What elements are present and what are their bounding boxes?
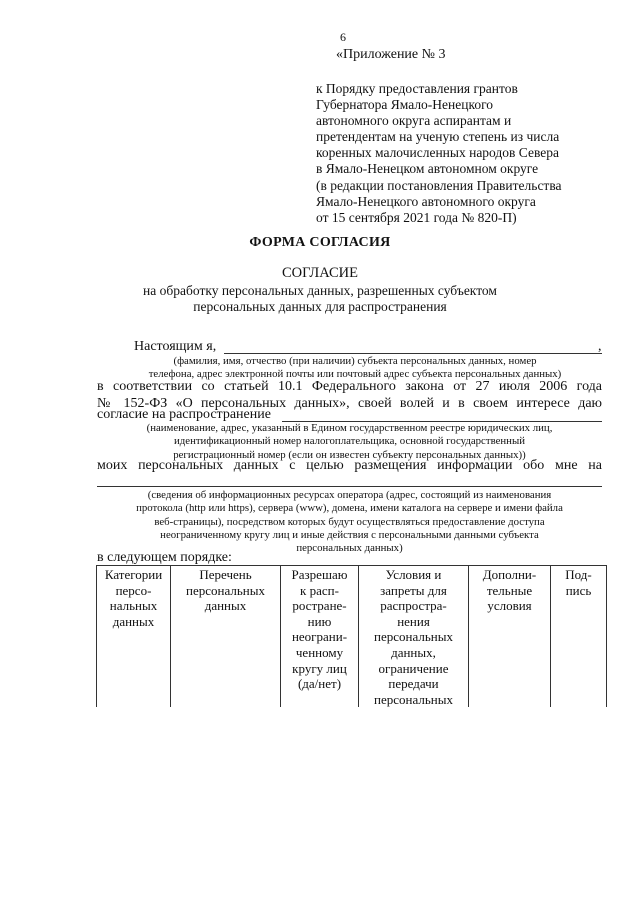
- note-line: неограниченному кругу лиц и иные действия с персональными данными субъекта: [160, 528, 539, 541]
- intro-text: Настоящим я,: [134, 339, 217, 354]
- note-line: регистрационный номер (если он известен субъекту персональных данных)): [173, 448, 526, 461]
- appendix-line: от 15 сентября 2021 года № 820-П): [316, 209, 517, 225]
- header-permit: Разрешаю к расп- ростране- нию неограни- ченному кругу лиц (да/нет): [281, 566, 359, 708]
- law-line: № 152-ФЗ «О персональных данных», своей волей и в своем интересе даю: [97, 396, 602, 411]
- appendix-line: к Порядку предоставления грантов: [316, 81, 518, 96]
- note-line: персональных данных): [296, 542, 403, 555]
- appendix-title: «Приложение № 3: [336, 47, 446, 62]
- header-signature: Под- пись: [551, 566, 607, 708]
- note-line: идентификационный номер налогоплательщика, основной государственный: [174, 435, 525, 448]
- header-categories: Категории персо- нальных данных: [97, 566, 171, 708]
- header-additional: Дополни- тельные условия: [469, 566, 551, 708]
- consent-title: СОГЛАСИЕ: [281, 265, 359, 281]
- intro-comma: ,: [598, 339, 602, 354]
- resources-field[interactable]: [97, 486, 602, 487]
- appendix-line: автономного округа аспирантам и: [316, 113, 512, 129]
- note-line: (фамилия, имя, отчество (при наличии) субъекта персональных данных, номер: [173, 355, 537, 367]
- note-operator: [97, 422, 602, 462]
- appendix-line: (в редакции постановления Правительства: [316, 177, 562, 193]
- appendix-line: в Ямало-Ненецком автономном округе: [316, 161, 539, 177]
- law-line: в соответствии со статьей 10.1 Федерального закона от 27 июля 2006 года: [97, 379, 602, 394]
- full-name-field[interactable]: [224, 353, 602, 354]
- appendix-line: Губернатора Ямало-Ненецкого: [316, 97, 494, 113]
- consent-subtitle-line: персональных данных для распространения: [193, 299, 447, 314]
- header-conditions: Условия и запреты для распростра- нения персональных данных, ограничение передачи персональных: [359, 566, 469, 708]
- purpose-line: моих персональных данных с целью размещения информации обо мне на: [97, 458, 602, 473]
- categories-table: [96, 565, 607, 707]
- consent-subtitle-line: на обработку персональных данных, разрешенных субъектом: [143, 283, 497, 298]
- note-line: протокола (http или https), сервера (www), домена, имени каталога на сервере и имени файла: [136, 502, 563, 515]
- header-list: Перечень персональных данных: [171, 566, 281, 708]
- consent-subtitle: [0, 283, 640, 315]
- note-subject: [120, 355, 590, 382]
- note-line: (сведения об информационных ресурсах оператора (адрес, состоящий из наименования: [147, 489, 552, 501]
- consent-to-text: согласие на распространение: [97, 407, 271, 422]
- note-line: (наименование, адрес, указанный в Едином государственном реестре юридических лиц,: [146, 422, 553, 434]
- page-number: 6: [340, 30, 346, 44]
- note-line: телефона, адрес электронной почты или почтовый адрес субъекта персональных данных): [148, 368, 562, 381]
- appendix-line: коренных малочисленных народов Севера: [316, 145, 559, 161]
- order-label: в следующем порядке:: [97, 550, 232, 565]
- note-resources: [97, 489, 602, 555]
- appendix-line: претендентам на ученую степень из числа: [316, 129, 560, 145]
- form-title: ФОРМА СОГЛАСИЯ: [249, 235, 391, 250]
- appendix-line: Ямало-Ненецкого автономного округа: [316, 193, 536, 209]
- note-line: веб-страницы), посредством которых будут осуществляться предоставление доступа: [154, 515, 545, 528]
- appendix-text: [316, 81, 562, 226]
- table-header-row: [97, 566, 607, 708]
